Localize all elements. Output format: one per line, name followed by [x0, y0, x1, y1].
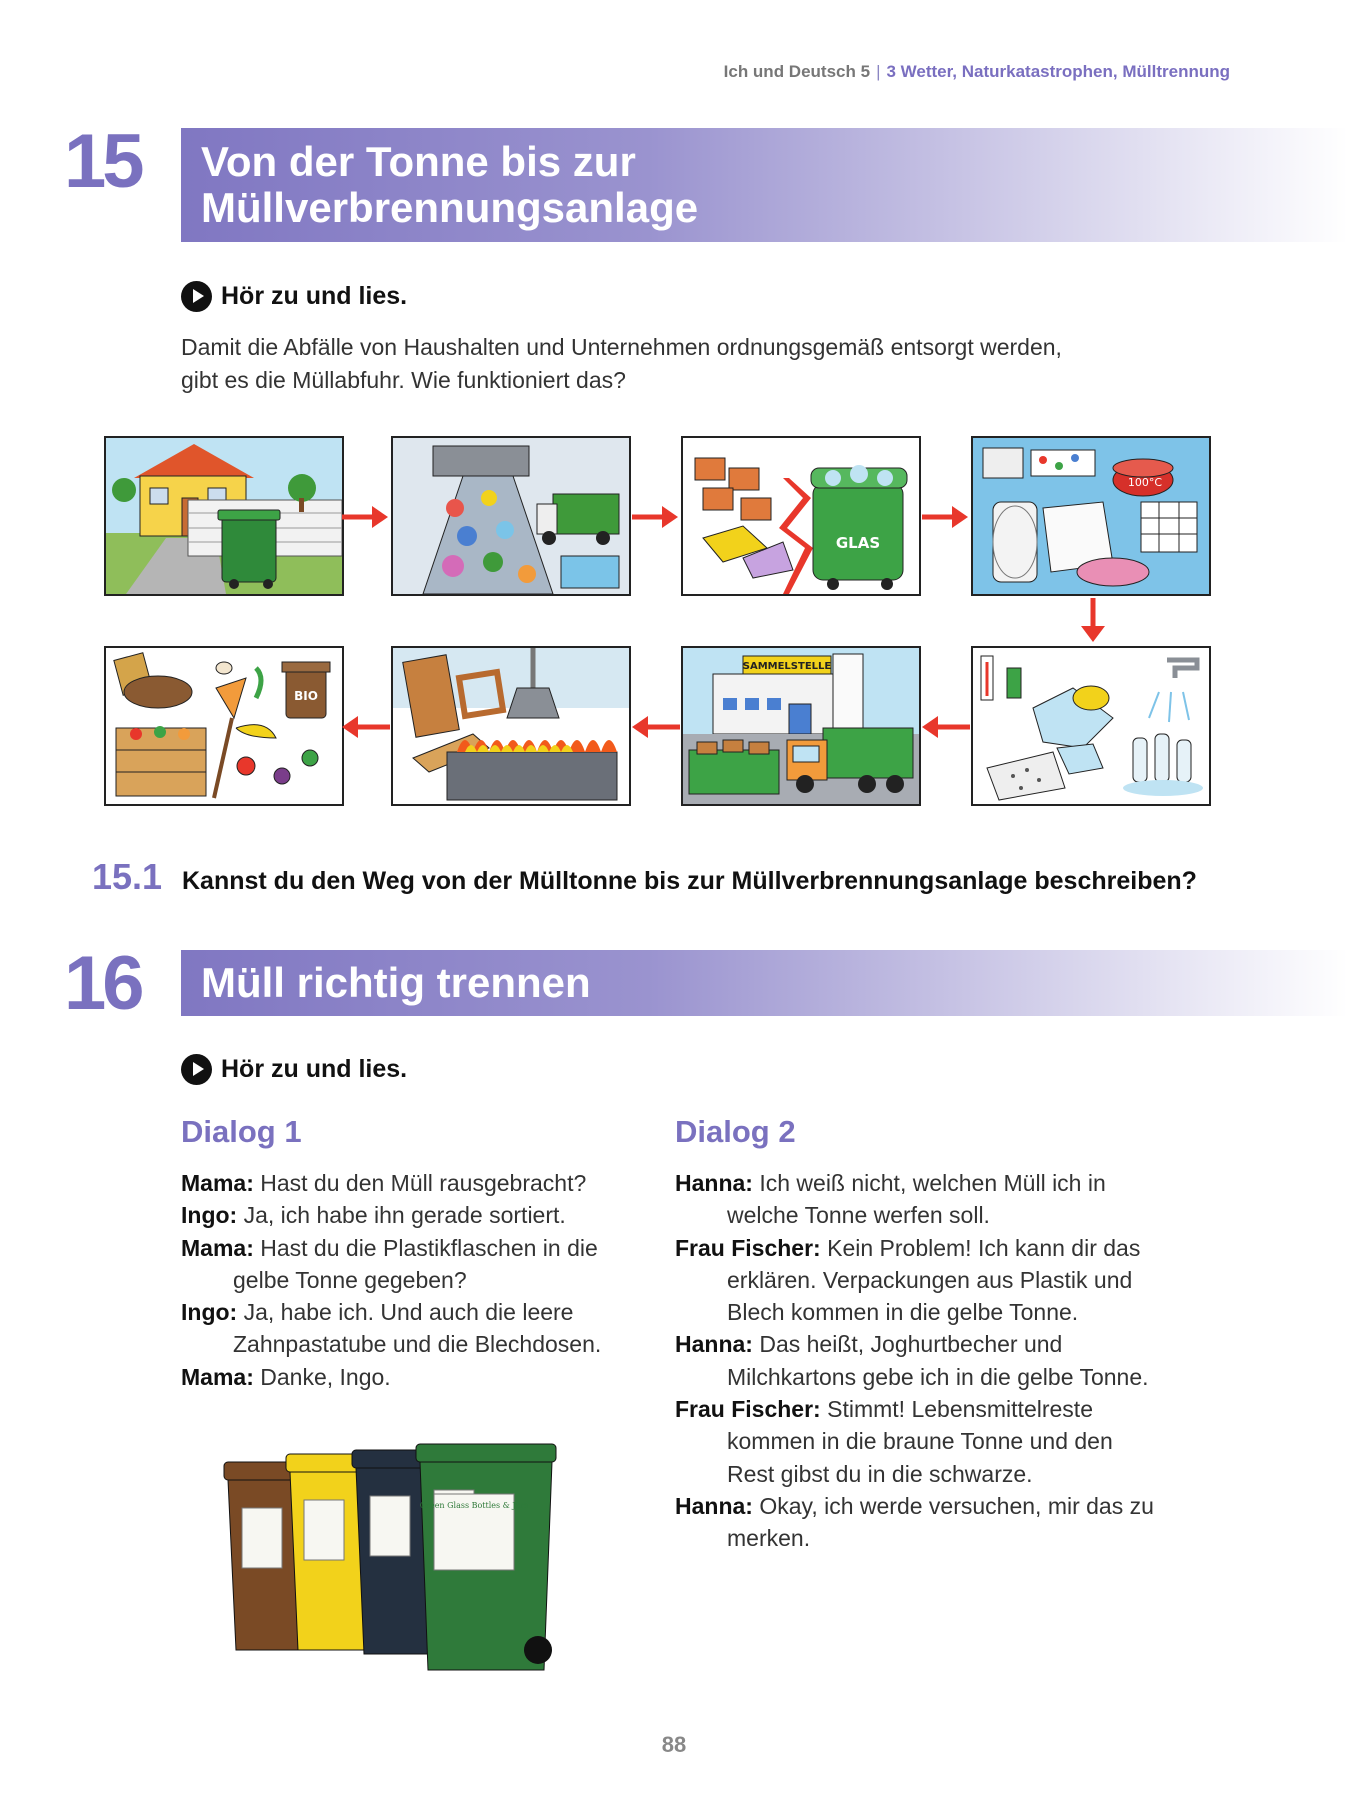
bio-label: BIO: [294, 689, 318, 703]
section-15-title-line1: Von der Tonne bis zur: [201, 138, 636, 185]
section-16-title: Müll richtig trennen: [201, 959, 591, 1006]
arrow-left-icon: [922, 714, 970, 740]
dialog-1-title: Dialog 1: [181, 1114, 302, 1149]
speaker-name: Mama:: [181, 1234, 254, 1261]
dialog-1: [181, 1167, 621, 1393]
section-15-intro: [181, 331, 1141, 397]
temperature-label: 100°C: [1127, 476, 1163, 489]
speaker-name: Frau Fischer:: [675, 1396, 821, 1423]
dialog-line: [675, 1167, 1155, 1232]
section-15-title-line2: Müllverbrennungsanlage: [201, 184, 699, 231]
sammelstelle-label: SAMMELSTELLE: [742, 661, 832, 672]
task-text: Kannst du den Weg von der Mülltonne bis zur Müllverbrennungsanlage beschreiben?: [182, 867, 1197, 895]
instruction-text: Hör zu und lies.: [221, 282, 408, 310]
intro-line2: gibt es die Müllabfuhr. Wie funktioniert das?: [181, 367, 626, 393]
arrow-left-icon: [342, 714, 390, 740]
section-15-banner: [181, 128, 1348, 242]
dialog-line: [675, 1232, 1155, 1329]
speech-text: Ja, habe ich. Und auch die leere Zahnpastatube und die Blechdosen.: [233, 1299, 602, 1358]
house-with-bin-illustration: [104, 436, 344, 596]
speech-text: Ich weiß nicht, welchen Müll ich in welche Tonne werfen soll.: [727, 1170, 1106, 1229]
speech-text: Kein Problem! Ich kann dir das erklären. Verpackungen aus Plastik und Blech kommen in die gelbe Tonne.: [727, 1234, 1141, 1326]
chapter-title: 3 Wetter, Naturkatastrophen, Mülltrennung: [886, 62, 1230, 81]
section-15-number: 15: [64, 119, 141, 204]
glass-container-illustration: [681, 436, 921, 596]
dialog-2: [675, 1167, 1155, 1555]
green-bin-label: Green Glass Bottles & Jars: [419, 1501, 529, 1510]
speaker-name: Ingo:: [181, 1202, 238, 1229]
dialog-2-title: Dialog 2: [675, 1114, 796, 1149]
speech-text: Das heißt, Joghurtbecher und Milchkartons gebe ich in die gelbe Tonne.: [727, 1331, 1149, 1390]
arrow-right-icon: [342, 504, 390, 530]
sorting-conveyor-illustration: [391, 436, 631, 596]
arrow-down-icon: [1078, 598, 1108, 644]
speech-text: Ja, ich habe ihn gerade sortiert.: [237, 1202, 566, 1229]
arrow-right-icon: [922, 504, 970, 530]
play-audio-icon[interactable]: [181, 1054, 212, 1085]
instruction-text: Hör zu und lies.: [221, 1055, 408, 1083]
section-15-instruction: [181, 281, 407, 312]
header-separator: |: [876, 62, 881, 81]
arrow-right-icon: [632, 504, 680, 530]
speaker-name: Hanna:: [675, 1170, 753, 1196]
intro-line1: Damit die Abfälle von Haushalten und Unternehmen ordnungsgemäß entsorgt werden,: [181, 334, 1062, 360]
task-15-1: [92, 856, 1197, 898]
speaker-name: Mama:: [181, 1363, 254, 1390]
speech-text: Okay, ich werde versuchen, mir das zu merken.: [727, 1492, 1154, 1552]
recycled-products-illustration: [971, 436, 1211, 596]
collection-point-illustration: [681, 646, 921, 806]
task-number: 15.1: [92, 856, 163, 897]
section-16-banner: [181, 950, 1348, 1016]
section-16-number: 16: [64, 941, 141, 1026]
speaker-name: Hanna:: [675, 1331, 753, 1358]
dialog-line: [675, 1490, 1155, 1555]
speaker-name: Ingo:: [181, 1299, 238, 1326]
dialog-line: [181, 1361, 621, 1393]
recycling-bins-photo: [222, 1432, 570, 1684]
book-title: Ich und Deutsch 5: [723, 62, 871, 81]
page-number: 88: [661, 1732, 687, 1757]
speech-text: Hast du die Plastikflaschen in die gelbe Tonne gegeben?: [233, 1234, 598, 1293]
dialog-line: [675, 1328, 1155, 1393]
glas-label: GLAS: [835, 534, 881, 552]
dialog-line: [181, 1296, 621, 1361]
play-audio-icon[interactable]: [181, 281, 212, 312]
dialog-line: [181, 1232, 621, 1297]
washing-bottles-illustration: [971, 646, 1211, 806]
running-header: [724, 62, 1230, 82]
dialog-line: [675, 1393, 1155, 1490]
speech-text: Stimmt! Lebensmittelreste kommen in die braune Tonne und den Rest gibst du in die schwarze.: [727, 1396, 1113, 1487]
speaker-name: Frau Fischer:: [675, 1234, 821, 1261]
dialog-line: [181, 1167, 621, 1199]
speech-text: Hast du den Müll rausgebracht?: [253, 1170, 587, 1196]
speech-text: Danke, Ingo.: [253, 1363, 391, 1390]
arrow-left-icon: [632, 714, 680, 740]
compost-illustration: [104, 646, 344, 806]
incineration-illustration: [391, 646, 631, 806]
speaker-name: Hanna:: [675, 1492, 753, 1519]
dialog-line: [181, 1199, 621, 1231]
speaker-name: Mama:: [181, 1170, 254, 1196]
section-16-instruction: [181, 1054, 407, 1085]
